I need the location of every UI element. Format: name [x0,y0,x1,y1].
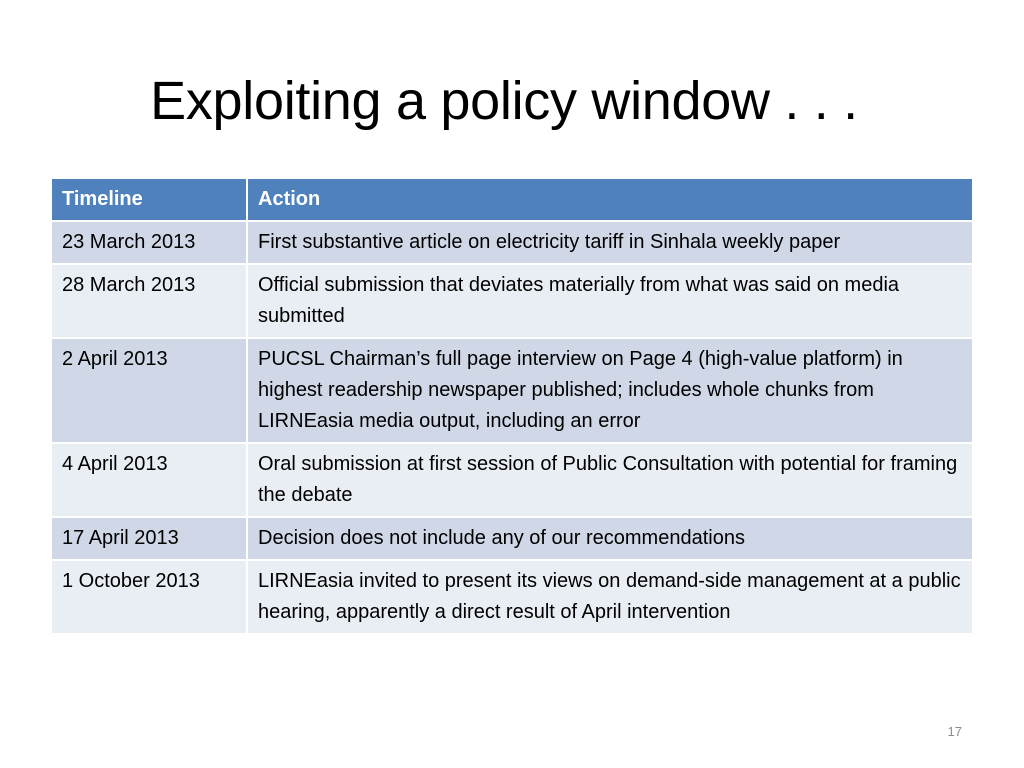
column-header-action: Action [247,179,972,221]
timeline-cell: 23 March 2013 [52,221,247,264]
slide-title: Exploiting a policy window . . . [150,71,858,131]
action-cell: First substantive article on electricity tariff in Sinhala weekly paper [247,221,972,264]
timeline-table [52,179,972,633]
action-cell: LIRNEasia invited to present its views on demand-side management at a public hearing, apparently a direct result of April intervention [247,560,972,633]
table-row [52,221,972,264]
timeline-cell: 28 March 2013 [52,264,247,338]
table-header-row [52,179,972,221]
table-row [52,443,972,517]
table-row [52,560,972,633]
action-cell: Oral submission at first session of Public Consultation with potential for framing the debate [247,443,972,517]
timeline-cell: 2 April 2013 [52,338,247,443]
timeline-cell: 1 October 2013 [52,560,247,633]
action-cell: PUCSL Chairman’s full page interview on Page 4 (high-value platform) in highest readership newspaper published; includes whole chunks from LIRNEasia media output, including an error [247,338,972,443]
timeline-cell: 4 April 2013 [52,443,247,517]
table-row [52,517,972,560]
table-row [52,338,972,443]
table-row [52,264,972,338]
column-header-timeline: Timeline [52,179,247,221]
action-cell: Official submission that deviates materially from what was said on media submitted [247,264,972,338]
action-cell: Decision does not include any of our recommendations [247,517,972,560]
timeline-cell: 17 April 2013 [52,517,247,560]
page-number: 17 [947,724,962,739]
